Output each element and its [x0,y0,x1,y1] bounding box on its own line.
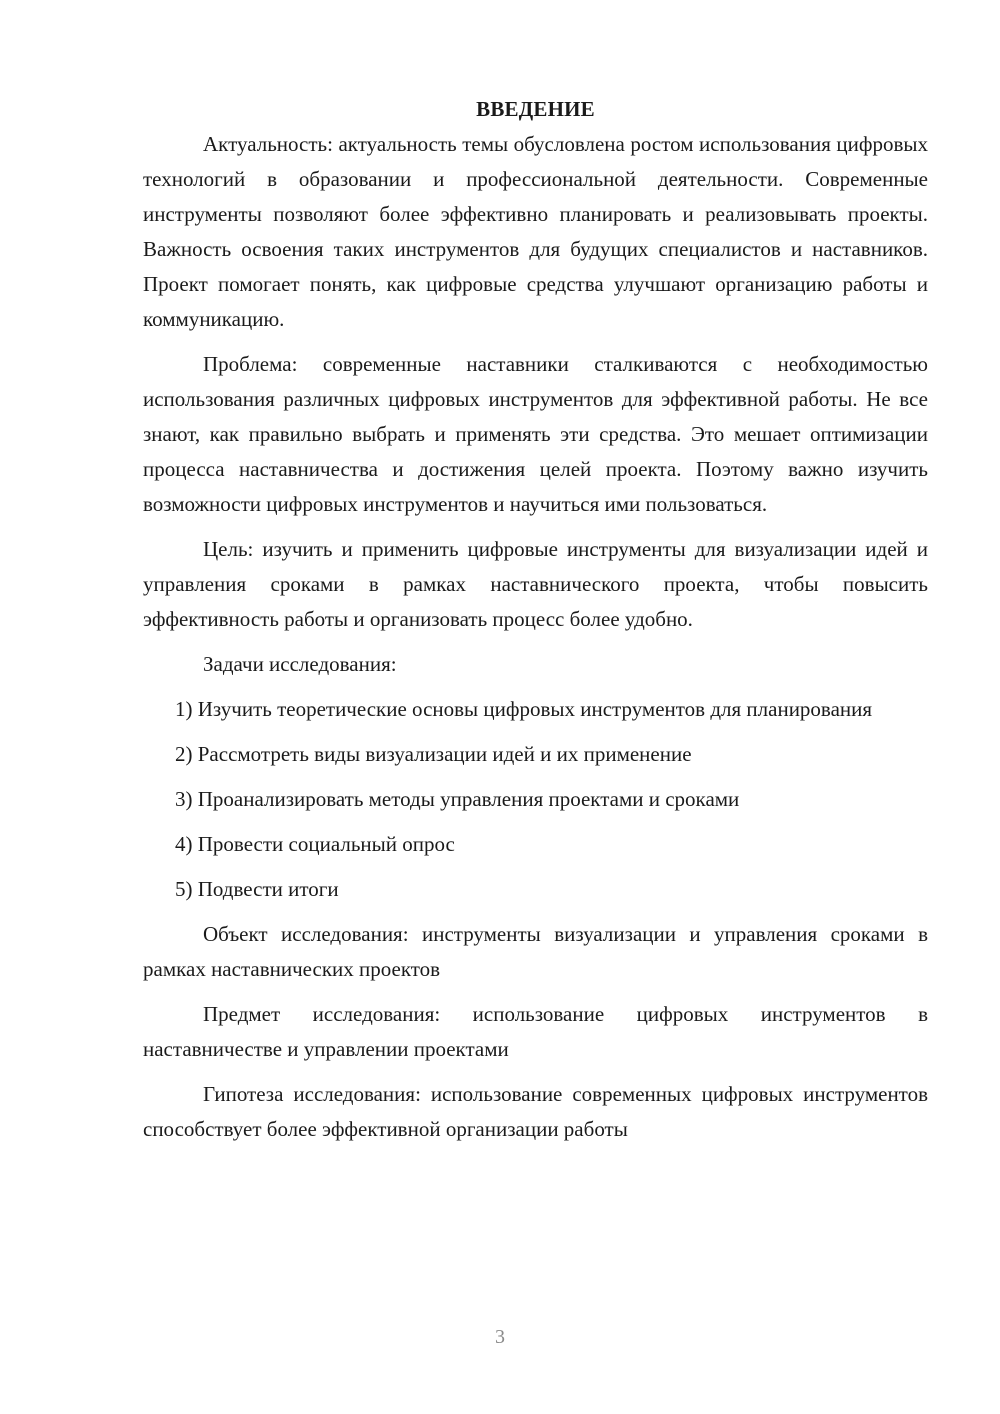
paragraph-problem: Проблема: современные наставники сталкиваются с необходимостью использования различных цифровых инструментов для эффективной работы. Не все знают, как правильно выбрать и применять эти средства. Это мешает оптимизации процесса наставничества и достижения целей проекта. Поэтому важно изучить возможности цифровых инструментов и научиться ими пользоваться. [143,352,928,516]
task-item-5: 5) Подвести итоги [175,877,339,901]
paragraph-object: Объект исследования: инструменты визуализации и управления сроками в рамках наставнических проектов [143,922,928,981]
paragraph-relevance: Актуальность: актуальность темы обусловлена ростом использования цифровых технологий в образовании и профессиональной деятельности. Современные инструменты позволяют более эффективно планировать и реализовывать проекты. Важность освоения таких инструментов для будущих специалистов и наставников. Проект помогает понять, как цифровые средства улучшают организацию работы и коммуникацию. [143,132,928,331]
document-page [143,92,928,1157]
task-item-4: 4) Провести социальный опрос [175,832,455,856]
task-item-3: 3) Проанализировать методы управления проектами и сроками [175,787,740,811]
tasks-heading: Задачи исследования: [203,652,397,676]
paragraph-hypothesis: Гипотеза исследования: использование современных цифровых инструментов способствует более эффективной организации работы [143,1082,928,1141]
paragraph-goal: Цель: изучить и применить цифровые инструменты для визуализации идей и управления сроками в рамках наставнического проекта, чтобы повысить эффективность работы и организовать процесс более удобно. [143,537,928,631]
task-item-2: 2) Рассмотреть виды визуализации идей и их применение [175,742,692,766]
page-number: 3 [495,1326,505,1348]
paragraph-subject: Предмет исследования: использование цифровых инструментов в наставничестве и управлении проектами [143,1002,928,1061]
task-item-1: 1) Изучить теоретические основы цифровых инструментов для планирования [175,697,873,721]
page-title: ВВЕДЕНИЕ [476,97,595,121]
